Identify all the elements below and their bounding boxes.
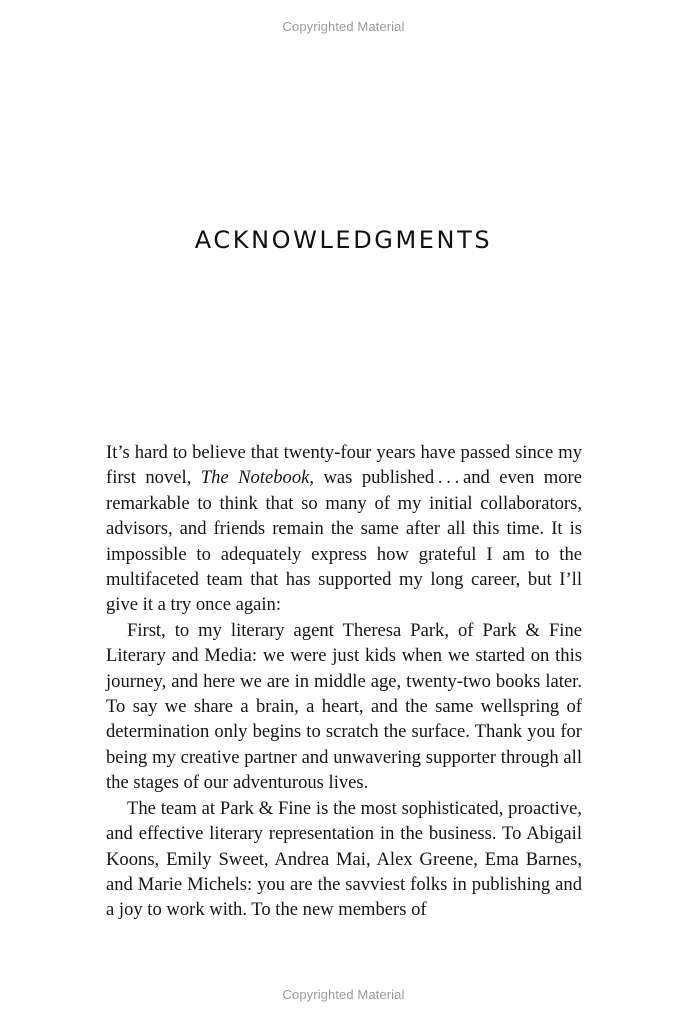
paragraph-3: The team at Park & Fine is the most sophisticated, proactive, and effective literary representation in the business. To Abigail Koons, Emily Sweet, Andrea Mai, Alex Greene, Ema Barnes, and Marie Michels: you are the savviest folks in publishing and a joy to work with. To the new members of bbox=[106, 797, 582, 921]
paragraph-1-text-end: , was published . . . and even more remarkable to think that so many of my initial collaborators, advisors, and friends remain the same after all this time. It is impossible to adequately express how grateful I am to the multifaceted team that has supported my long career, but I’ll give it a try once again: bbox=[106, 467, 582, 616]
paragraph-1-text-start: It’s hard to believe that twenty-four years have passed since my first novel, bbox=[106, 442, 582, 489]
acknowledgments-body bbox=[106, 440, 582, 923]
paragraph-2: First, to my literary agent Theresa Park, of Park & Fine Literary and Media: we were just kids when we started on this journey, and here we are in middle age, twenty-two books later. To say we share a brain, a heart, and the same wellspring of determination only begins to scratch the surface. Thank you for being my creative partner and unwavering supporter through all the stages of our adventurous lives. bbox=[106, 619, 582, 794]
chapter-heading: ACKNOWLEDGMENTS bbox=[194, 226, 493, 254]
paragraph-1 bbox=[106, 440, 582, 618]
copyright-watermark-bottom: Copyrighted Material bbox=[282, 987, 405, 1002]
book-title: The Notebook bbox=[200, 467, 310, 489]
copyright-watermark-top: Copyrighted Material bbox=[282, 19, 405, 34]
